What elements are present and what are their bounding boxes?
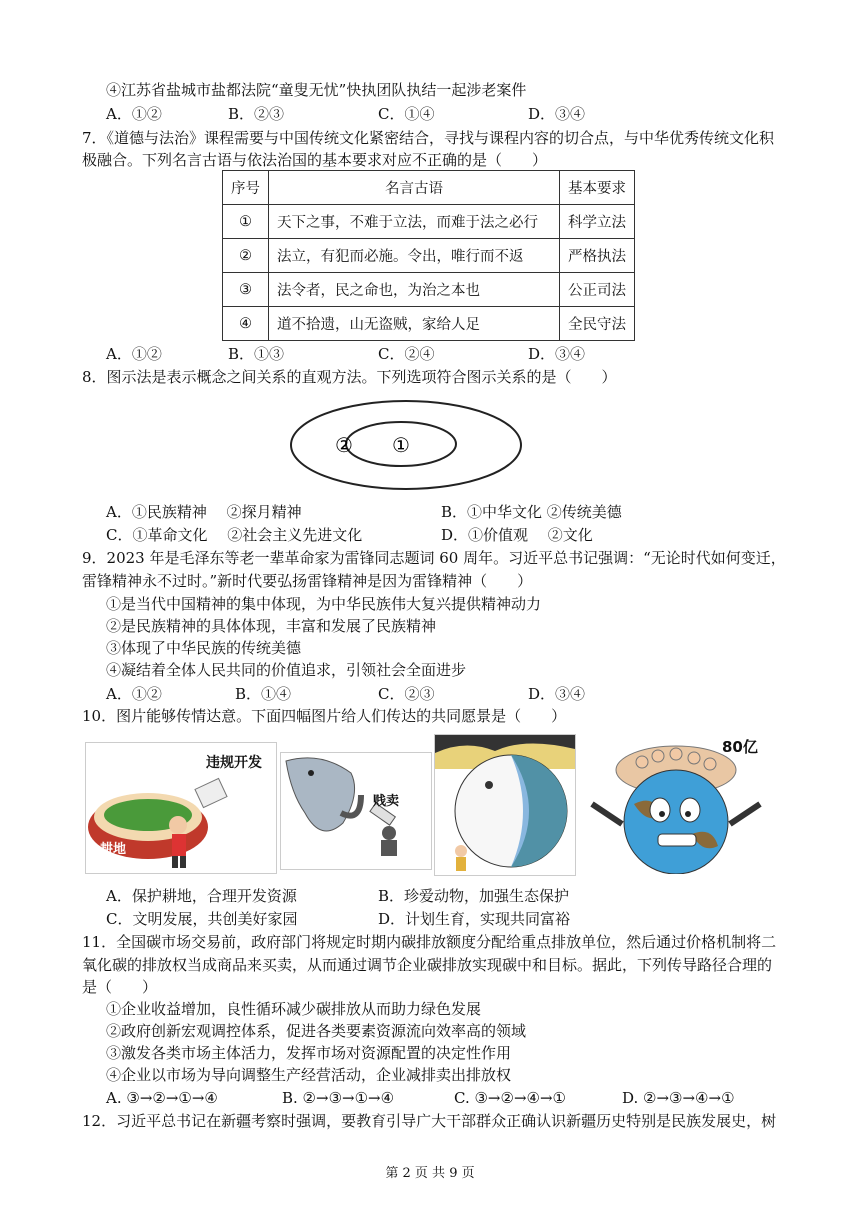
q9-option-c: C．②③ <box>378 685 435 703</box>
q11-item-1: ①企业收益增加，良性循环减少碳排放从而助力绿色发展 <box>106 1000 482 1018</box>
table-row <box>223 205 635 239</box>
row-requirement: 科学立法 <box>560 205 635 239</box>
q7-stem-line1: 7．《道德与法治》课程需要与中国传统文化紧密结合，寻找与课程内容的切合点，与中华优秀传统文化积 <box>82 129 775 147</box>
cartoon1-bowl-label: 耕地 <box>100 842 127 857</box>
q11-item-3: ③激发各类市场主体活力，发挥市场对资源配置的决定性作用 <box>106 1044 512 1062</box>
header-requirement: 基本要求 <box>560 171 635 205</box>
row-no: ② <box>223 239 269 273</box>
q11-stem-line3: 是（ ） <box>82 978 158 996</box>
header-quote: 名言古语 <box>269 171 560 205</box>
row-quote: 天下之事，不难于立法，而难于法之必行 <box>269 205 560 239</box>
q11-stem-line2: 氧化碳的排放权当成商品来买卖，从而通过调节企业碳排放实现碳中和目标。据此，下列传导路径合理的 <box>82 956 773 974</box>
row-quote: 道不拾遗，山无盗贼，家给人足 <box>269 307 560 341</box>
q6-option-d: D．③④ <box>528 105 586 123</box>
q10-option-a: A．保护耕地，合理开发资源 <box>106 887 297 905</box>
table-header-row <box>223 171 635 205</box>
q8-option-b: B．①中华文化 ②传统美德 <box>441 503 622 521</box>
q6-item-4: ④江苏省盐城市盐都法院“童叟无忧”快执团队执结一起涉老案件 <box>106 81 527 99</box>
q11-stem-line1: 11．全国碳市场交易前，政府部门将规定时期内碳排放额度分配给重点排放单位，然后通过价格机制将二 <box>82 933 777 951</box>
q10-option-b: B．珍爱动物，加强生态保护 <box>378 887 570 905</box>
q9-item-4: ④凝结着全体人民共同的价值追求，引领社会全面进步 <box>106 661 467 679</box>
cartoon-crowded-earth <box>582 734 770 874</box>
row-quote: 法令者，民之命也，为治之本也 <box>269 273 560 307</box>
cartoon-earth <box>434 734 576 876</box>
q6-option-c: C．①④ <box>378 105 435 123</box>
q9-item-2: ②是民族精神的具体体现，丰富和发展了民族精神 <box>106 617 437 635</box>
q9-stem-line1: 9．2023 年是毛泽东等老一辈革命家为雷锋同志题词 60 周年。习近平总书记强调：“无论时代如何变迁， <box>82 549 786 567</box>
q6-option-a: A．①② <box>106 105 162 123</box>
row-requirement: 严格执法 <box>560 239 635 273</box>
header-no: 序号 <box>223 171 269 205</box>
q7-option-b: B．①③ <box>228 345 285 363</box>
q6-option-b: B．②③ <box>228 105 285 123</box>
row-no: ③ <box>223 273 269 307</box>
q8-option-d: D．①价值观 ②文化 <box>441 526 593 544</box>
page-footer: 第 2 页 共 9 页 <box>385 1166 475 1181</box>
quotes-table <box>222 170 635 341</box>
row-requirement: 全民守法 <box>560 307 635 341</box>
q11-option-a: A. ③→②→①→④ <box>106 1089 218 1107</box>
q9-option-b: B．①④ <box>235 685 292 703</box>
q8-option-c: C．①革命文化 ②社会主义先进文化 <box>106 526 363 544</box>
row-no: ① <box>223 205 269 239</box>
q9-option-a: A．①② <box>106 685 162 703</box>
q10-option-c: C．文明发展，共创美好家园 <box>106 910 298 928</box>
venn-diagram <box>288 398 524 492</box>
venn-inner-label: ① <box>392 433 410 457</box>
q11-option-d: D. ②→③→④→① <box>622 1089 735 1107</box>
venn-outer-label: ② <box>335 433 353 457</box>
q11-option-b: B. ②→③→①→④ <box>282 1089 395 1107</box>
q11-item-4: ④企业以市场为导向调整生产经营活动，企业减排卖出排放权 <box>106 1066 512 1084</box>
table-row <box>223 239 635 273</box>
q10-option-d: D．计划生育，实现共同富裕 <box>378 910 571 928</box>
q8-stem: 8．图示法是表示概念之间关系的直观方法。下列选项符合图示关系的是（ ） <box>82 368 617 386</box>
q11-item-2: ②政府创新宏观调控体系，促进各类要素资源流向效率高的领域 <box>106 1022 527 1040</box>
q7-option-a: A．①② <box>106 345 162 363</box>
q9-item-3: ③体现了中华民族的传统美德 <box>106 639 302 657</box>
cartoon2-tag: 贱卖 <box>373 794 400 809</box>
cartoon-elephant <box>280 752 432 870</box>
cartoon1-tag: 违规开发 <box>206 755 262 771</box>
q7-option-d: D．③④ <box>528 345 586 363</box>
q9-stem-line2: 雷锋精神永不过时。”新时代要弘扬雷锋精神是因为雷锋精神（ ） <box>82 572 533 590</box>
row-quote: 法立，有犯而必施。令出，唯行而不返 <box>269 239 560 273</box>
q11-option-c: C. ③→②→④→① <box>454 1089 566 1107</box>
q12-stem-line1: 12．习近平总书记在新疆考察时强调，要教育引导广大干部群众正确认识新疆历史特别是民族发展史，树 <box>82 1112 777 1130</box>
row-requirement: 公正司法 <box>560 273 635 307</box>
q7-stem-line2: 极融合。下列名言古语与依法治国的基本要求对应不正确的是（ ） <box>82 151 548 169</box>
q10-stem: 10．图片能够传情达意。下面四幅图片给人们传达的共同愿景是（ ） <box>82 707 567 725</box>
q9-option-d: D．③④ <box>528 685 586 703</box>
table-row <box>223 273 635 307</box>
row-no: ④ <box>223 307 269 341</box>
cartoon4-tag: 80亿 <box>722 738 758 756</box>
cartoon-farmland <box>85 742 277 874</box>
q7-option-c: C．②④ <box>378 345 435 363</box>
table-row <box>223 307 635 341</box>
q9-item-1: ①是当代中国精神的集中体现，为中华民族伟大复兴提供精神动力 <box>106 595 542 613</box>
q8-option-a: A．①民族精神 ②探月精神 <box>106 503 302 521</box>
